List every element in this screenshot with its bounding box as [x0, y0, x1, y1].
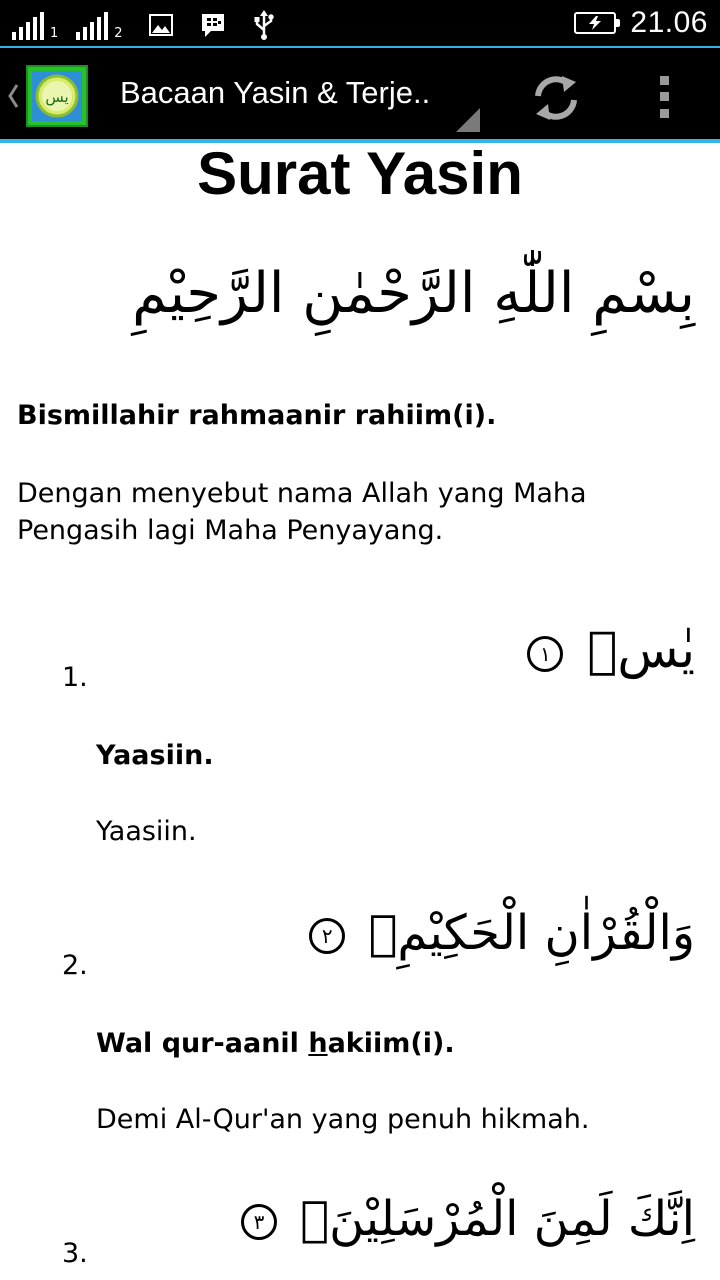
ayah-marker-1: ١ [527, 636, 563, 672]
verse-1-latin: Yaasiin. [96, 740, 214, 771]
ayah-marker-3: ٣ [241, 1204, 277, 1240]
verse-3-arabic [253, 1191, 695, 1247]
verse-3-arabic-text: اِنَّكَ لَمِنَ الْمُرْسَلِيْنَۙ [300, 1191, 695, 1247]
overflow-menu-icon[interactable] [650, 72, 678, 122]
verse-2-arabic-text: وَالْقُرْاٰنِ الْحَكِيْمِۙ [368, 905, 695, 961]
signal-strength-icon-sim2 [76, 12, 108, 40]
dropdown-indicator-icon[interactable] [456, 108, 480, 132]
bismillah-translation-line2: Pengasih lagi Maha Penyayang. [17, 515, 444, 546]
app-icon[interactable] [26, 65, 88, 127]
bismillah-arabic: بِسْمِ اللّٰهِ الرَّحْمٰنِ الرَّحِيْمِ [132, 261, 695, 326]
verse-2-number: 2. [62, 950, 88, 981]
verse-2-translation: Demi Al-Qur'an yang penuh hikmah. [96, 1104, 590, 1135]
battery-charging-icon [574, 12, 616, 34]
verse-1-number: 1. [62, 662, 88, 693]
verse-2-latin-post: akiim(i). [327, 1028, 455, 1059]
sim1-label: 1 [50, 26, 59, 41]
up-navigation-caret-icon[interactable] [6, 82, 20, 110]
verse-2-latin [96, 1025, 455, 1062]
verse-1-arabic [540, 621, 695, 679]
app-icon-text: يس [45, 88, 69, 106]
bismillah-latin-text: Bismillahir rahmaanir rahiim(i). [17, 400, 497, 431]
refresh-icon[interactable] [528, 70, 584, 126]
verse-2-latin-underlined: h [308, 1028, 328, 1059]
usb-icon [253, 10, 275, 40]
image-notification-icon [149, 10, 173, 40]
app-icon-emblem [32, 71, 82, 121]
signal-strength-icon-sim1 [12, 12, 44, 40]
surah-title: Surat Yasin [197, 143, 523, 207]
app-title[interactable]: Bacaan Yasin & Terje.. [120, 75, 431, 110]
status-icons-left [12, 8, 289, 40]
sim2-label: 2 [114, 26, 123, 41]
clock: 21.06 [630, 6, 708, 39]
status-bar [0, 0, 720, 46]
verse-1-translation: Yaasiin. [96, 816, 197, 847]
status-icons-right [574, 0, 708, 46]
verse-3-number: 3. [62, 1238, 88, 1269]
ayah-marker-2: ٢ [309, 918, 345, 954]
bismillah-translation [17, 475, 587, 549]
verse-1-arabic-text: يٰسۤ [587, 621, 695, 679]
verse-2-latin-pre: Wal qur-aanil [96, 1028, 309, 1059]
verse-2-arabic [321, 905, 695, 961]
action-bar-top-divider [0, 46, 720, 48]
bismillah-latin [17, 397, 496, 434]
surah-content[interactable] [0, 143, 720, 1280]
bismillah-translation-line1: Dengan menyebut nama Allah yang Maha [17, 478, 587, 509]
bbm-notification-icon [199, 10, 227, 40]
